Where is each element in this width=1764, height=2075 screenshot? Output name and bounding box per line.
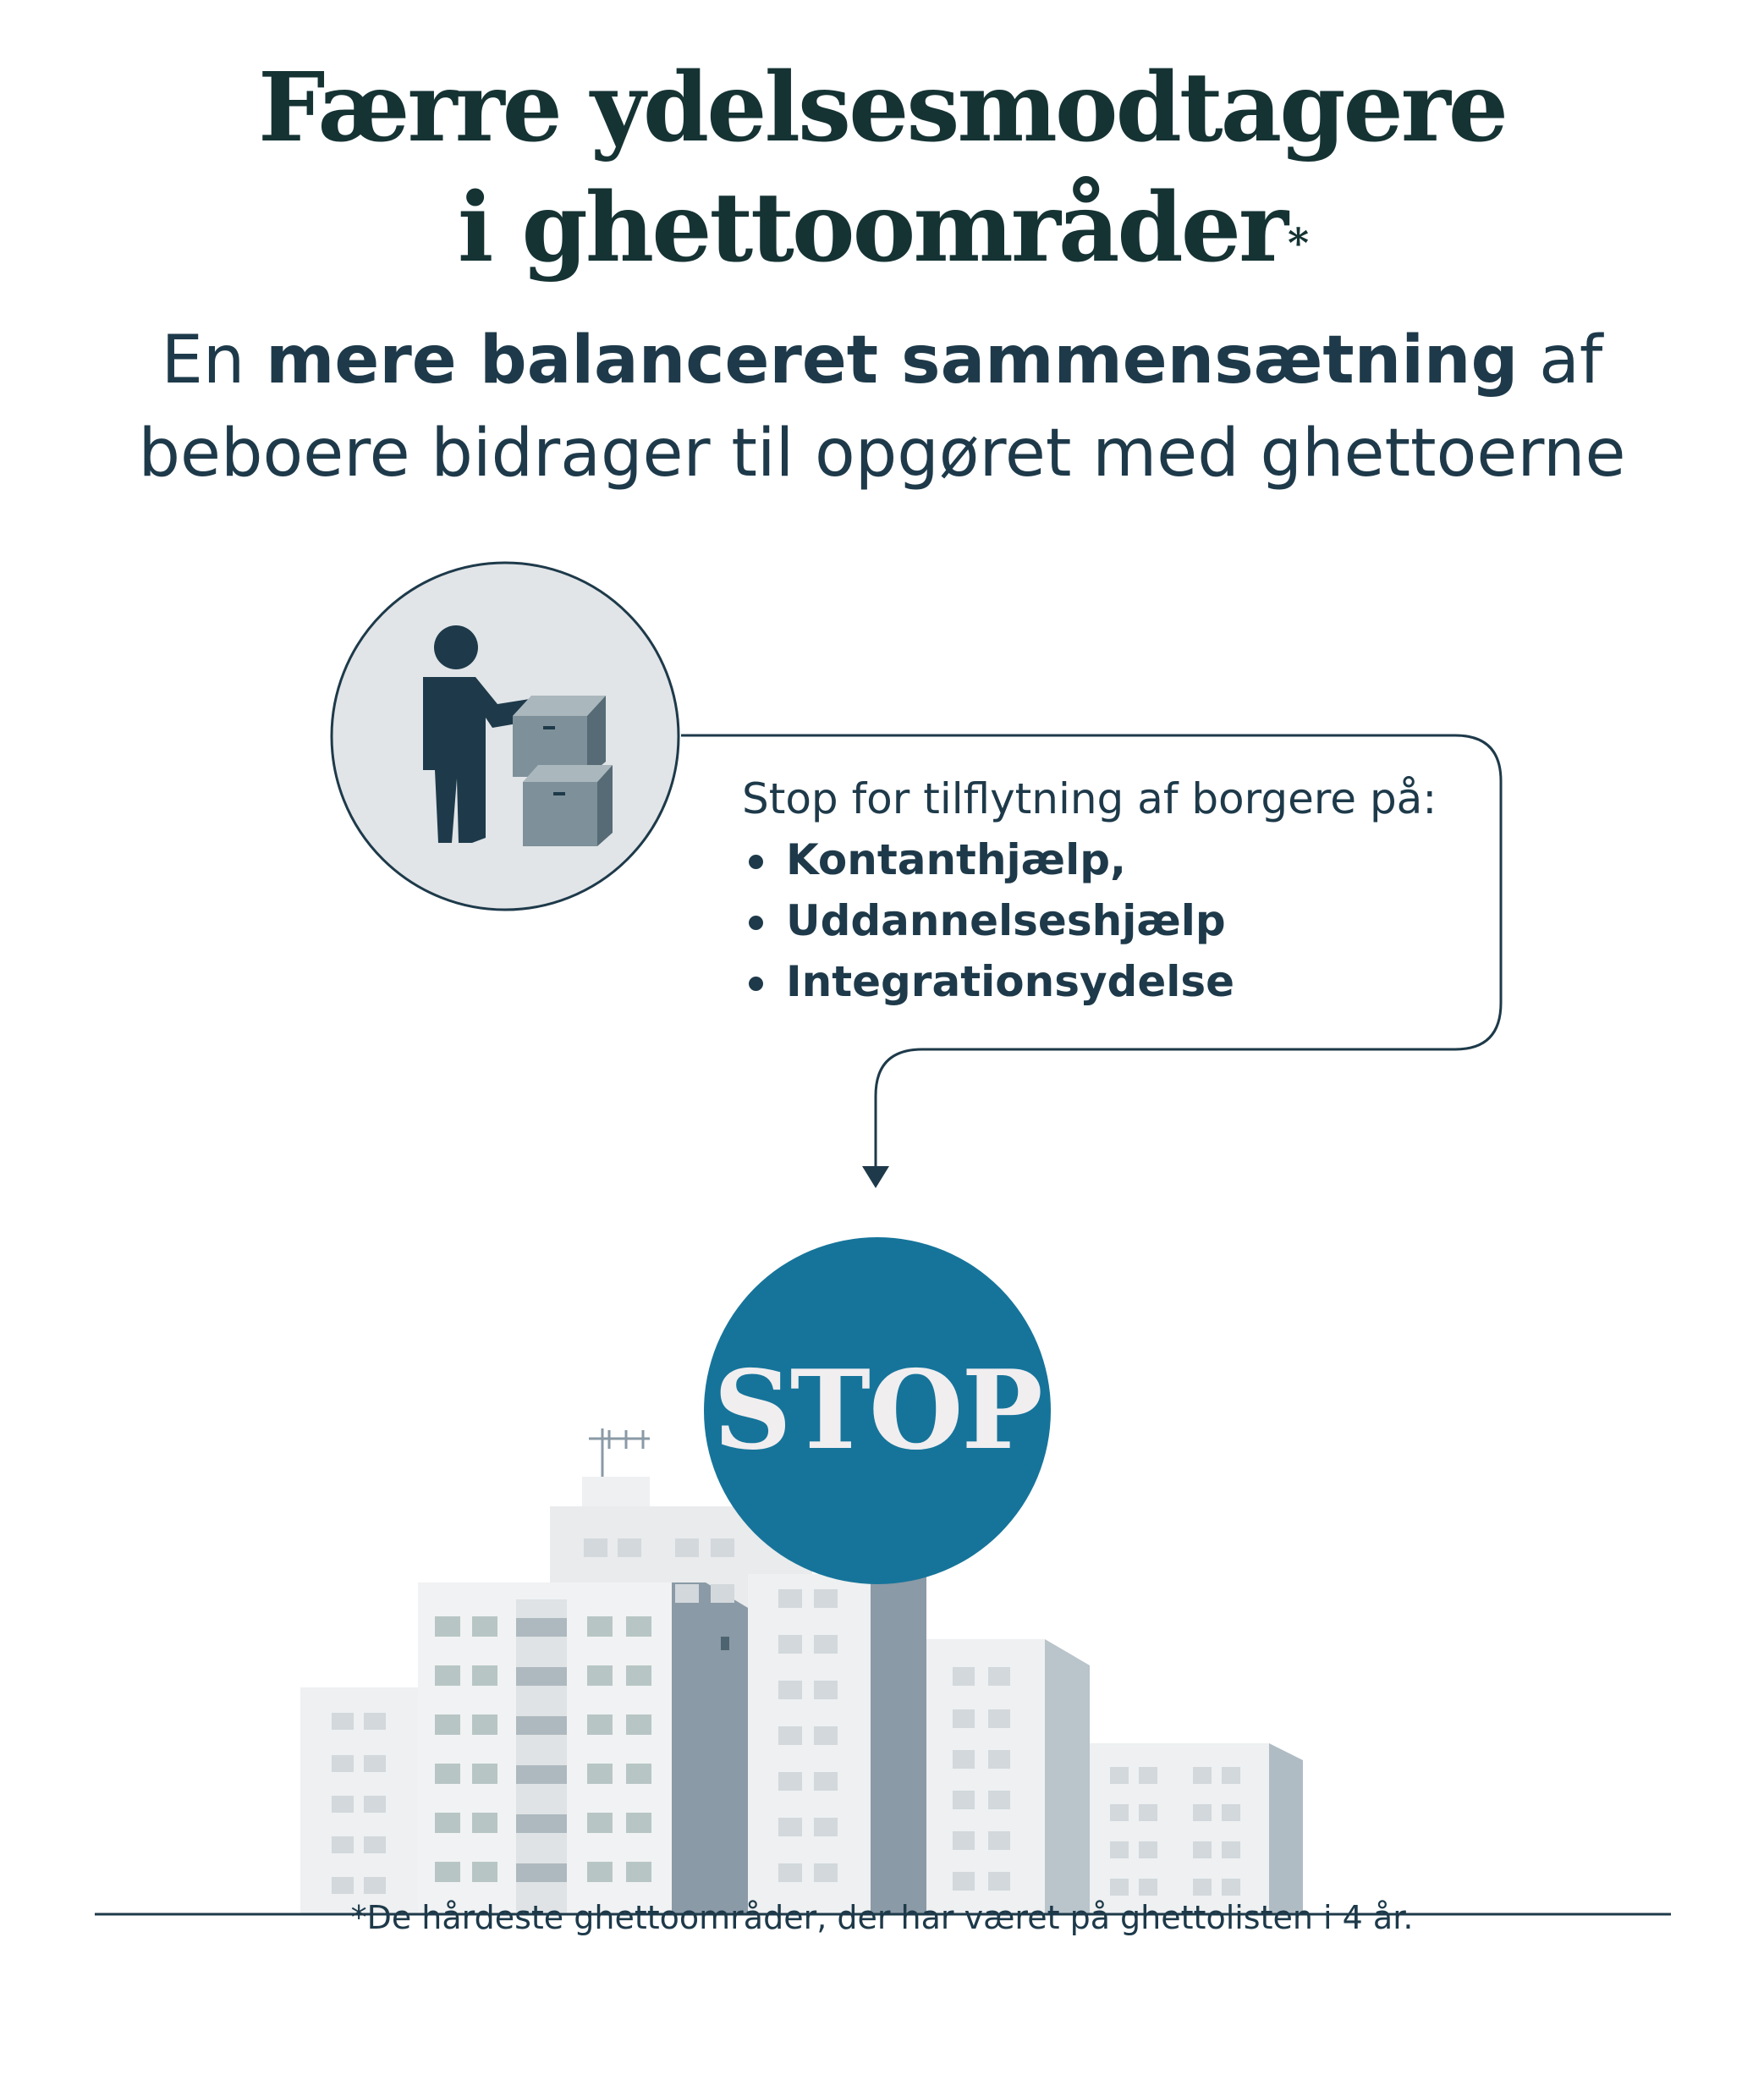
footnote: *De hårdeste ghettoområder, der har været på ghettolisten i 4 år. (350, 1899, 1414, 1936)
list-item: Integrationsydelse (742, 951, 1437, 1012)
benefit-list (742, 829, 1437, 1012)
arrow-down-icon (862, 1166, 889, 1188)
subtitle-line2: beboere bidrager til opgøret med ghettoerne (138, 416, 1626, 492)
list-item: Uddannelseshjælp (742, 890, 1437, 951)
subtitle-part2: af (1518, 322, 1603, 399)
subtitle-part1: En (161, 322, 267, 399)
callout-intro: Stop for tilflytning af borgere på: (742, 774, 1437, 823)
list-item: Kontanthjælp, (742, 829, 1437, 890)
page-title-line2-text: i ghettoområder (457, 173, 1286, 283)
page-title-line1: Færre ydelsesmodtagere (257, 52, 1507, 163)
title-asterisk: * (1287, 220, 1307, 267)
callout-box (742, 768, 1437, 1012)
person-carrying-boxes-icon (332, 563, 679, 910)
stop-sign-label: STOP (713, 1347, 1041, 1474)
subtitle-bold: mere balanceret sammensætning (266, 322, 1519, 399)
